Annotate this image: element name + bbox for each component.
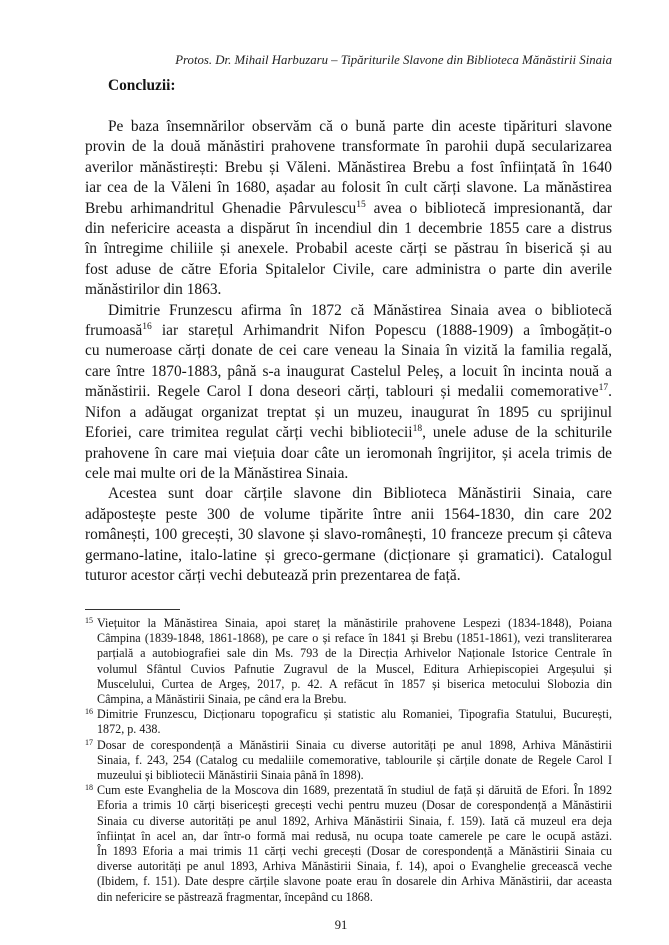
- text-run: care între 1870-1883, până s-a inaugurat Castelul Peleș, a locuit în incinta nouă a: [85, 362, 612, 380]
- text-run: provin de la două mănăstiri prahovene transformate în parohii după secularizarea: [85, 138, 612, 156]
- text-run: din nefericire aceasta a dispărut în incendiul din 1 decembrie 1855 care a distrus: [85, 220, 612, 238]
- footnote-line: Dimitrie Frunzescu, Dicționaru topograficu și statistic alu Romaniei, Tipografia Statului, București,: [97, 707, 612, 722]
- text-run: Nifon a adăugat organizat treptat și un muzeu, inaugurat în 1895 cu sprijinul: [85, 403, 612, 421]
- running-head: Protos. Dr. Mihail Harbuzaru – Tipăriturile Slavone din Biblioteca Mănăstirii Sinaia: [175, 53, 612, 67]
- text-line: [85, 301, 612, 321]
- footnote-number: 17: [85, 737, 93, 747]
- text-line: [85, 444, 612, 464]
- text-run: Eforiei, care trimitea regulat cărți vechi bibliotecii: [85, 424, 413, 442]
- footnote-line: Sinaia cu diverse autorități pe anul 1892, Arhiva Mănăstirii Sinaia, f. 159). Iată că muzeul era deja: [97, 813, 612, 828]
- section-heading: Concluzii:: [108, 77, 176, 94]
- text-line: [85, 117, 612, 137]
- text-run: Brebu arhimandritul Ghenadie Pârvulescu: [85, 199, 357, 217]
- text-run: iar cea de la Văleni în 1680, așadar au folosit în cult cărți slavone. La mănăstirea: [85, 179, 612, 197]
- footnote-line: înființat în acel an, dar într-o formă mai redusă, nu ocupa toate camerele pe care le ocupă astăzi.: [97, 828, 612, 843]
- text-run: fost aduse de către Eforia Spitalelor Civile, care administra o parte din averile: [85, 260, 612, 278]
- text-run: iar starețul Arhimandrit Nifon Popescu (1888-1909) a îmbogățit-o: [151, 322, 612, 340]
- text-line: [85, 158, 612, 178]
- text-run: adăpostește peste 300 de volume tipărite între anii 1564-1830, din care 202: [85, 505, 612, 523]
- text-line: [85, 525, 612, 545]
- footnote-line: muzeului și bibliotecii Mănăstirii Sinaia până în 1898).: [97, 768, 364, 783]
- footnote-line: Dosar de corespondență a Mănăstirii Sinaia cu diverse autorități pe anul 1898, Arhiva Mănăstirii: [97, 737, 612, 752]
- footnote-number: 15: [85, 616, 93, 625]
- text-line: [85, 321, 612, 341]
- text-run: tuturor acestor cărți vechi debutează prin prezentarea de față.: [85, 566, 461, 584]
- text-line: [85, 464, 612, 484]
- footnotes: [85, 616, 612, 905]
- footnote: [85, 738, 612, 784]
- text-line: [85, 546, 612, 566]
- text-run: Dimitrie Frunzescu afirma în 1872 că Mănăstirea Sinaia avea o bibliotecă: [108, 301, 612, 319]
- footnote: [85, 707, 612, 737]
- footnote: [85, 616, 612, 707]
- footnote-separator: [85, 609, 180, 610]
- footnote-line: Câmpina, a Mănăstirii Sinaia, pe când era la Brebu.: [97, 692, 347, 707]
- footnote-line: Sinaia, f. 243, 254 (Catalog cu medaliile comemorative, tablourile și cărțile donate de Regele Carol I: [97, 752, 612, 767]
- text-run: Pe baza însemnărilor observăm că o bună parte din aceste tipărituri slavone: [108, 118, 612, 135]
- footnote-line: diverse autorități pe anul 1893, Arhiva Mănăstirii Sinaia, f. 14), apoi o Evanghelie grecească veche: [97, 859, 612, 874]
- text-run: averilor mănăstirești: Brebu și Văleni. Mănăstirea Brebu a fost înființată în 1640: [85, 158, 612, 176]
- text-run: .: [608, 383, 612, 401]
- footnote: [85, 783, 612, 905]
- text-run: avea o bibliotecă impresionantă, dar: [365, 199, 612, 217]
- footnote-line: Eforia a trimis 10 cărți bisericești grecești vechi pentru muzeu (Dosar de corespondență a Mănăstirii: [97, 798, 612, 813]
- text-line: [85, 362, 612, 382]
- paragraph: [85, 301, 612, 485]
- text-line: [85, 505, 612, 525]
- text-line: [85, 219, 612, 239]
- paragraph: [85, 117, 612, 301]
- text-run: cele mai multe ori de la Mănăstirea Sinaia.: [85, 464, 349, 482]
- text-line: [85, 403, 612, 423]
- text-run: Acestea sunt doar cărțile slavone din Biblioteca Mănăstirii Sinaia, care: [108, 485, 612, 503]
- text-line: [85, 178, 612, 198]
- footnote-ref: 15: [356, 198, 366, 210]
- footnote-line: Cum este Evanghelia de la Moscova din 1689, prezentată în studiul de față și dăruită de Efori. În 1892: [97, 783, 612, 798]
- text-line: [85, 382, 612, 402]
- footnote-line: Câmpina (1839-1848, 1861-1868), pe care o și reface în 1841 și Brebu (1851-1861), vezi transliterarea: [97, 631, 612, 646]
- footnote-line: Muscelului, Curtea de Argeș, 2017, p. 42. A refăcut în 1857 și biserica metocului Slobozia din: [97, 676, 612, 691]
- body-text: [85, 117, 612, 586]
- text-line: [85, 341, 612, 361]
- text-line: [85, 137, 612, 157]
- footnote-line: (Ibidem, f. 151). Date despre cărțile slavone poate erau în dosarele din Arhiva Mănăstirii, dar aceasta: [97, 874, 612, 889]
- text-line: [85, 484, 612, 504]
- footnote-line: din nefericire se păstrează fragmentar, începând cu 1868.: [97, 889, 373, 904]
- page-number: 91: [334, 918, 348, 932]
- footnote-ref: 18: [412, 422, 423, 434]
- footnote-ref: 17: [598, 382, 609, 394]
- footnote-line: parțială a autobiografiei sale din Ms. 793 de la Direcția Arhivelor Naționale Istorice Centrale în: [97, 646, 612, 661]
- text-line: [85, 260, 612, 280]
- text-run: mănăstirii. Regele Carol I dona deseori cărți, tablouri și medalii comemorative: [85, 383, 599, 401]
- text-run: frumoasă: [85, 322, 143, 340]
- text-run: românești, 100 grecești, 30 slavone și slavo-românești, 10 franceze precum și câteva: [85, 526, 612, 544]
- text-run: , unele aduse de la schiturile: [422, 424, 612, 442]
- text-run: cu numeroase cărți donate de cei care veneau la Sinaia în vizită la familia regală,: [85, 342, 612, 360]
- text-run: prahovene în care mai viețuia doar câte un ieromonah îngrijitor, și acela trimis de: [85, 444, 612, 462]
- text-line: [85, 239, 612, 259]
- footnote-line: 1872, p. 438.: [97, 722, 161, 737]
- text-run: germano-latine, italo-latine și greco-germane (dicționare și gramatici). Catalogul: [85, 546, 612, 564]
- text-line: [85, 199, 612, 219]
- text-run: mănăstirilor din 1863.: [85, 281, 222, 299]
- footnote-number: 16: [85, 707, 93, 717]
- footnote-line: volumul Sfântul Cuvios Pafnutie Zugravul de la Muscel, Editura Arhiepiscopiei Argeșului și: [97, 661, 612, 676]
- text-line: [85, 566, 612, 586]
- text-line: [85, 423, 612, 443]
- footnote-ref: 16: [142, 320, 152, 332]
- text-run: în întregime chiliile și anexele. Probabil aceste cărți se păstrau în biserică și au: [85, 240, 612, 258]
- paragraph: [85, 484, 612, 586]
- text-line: [85, 280, 612, 300]
- footnote-number: 18: [85, 783, 93, 793]
- footnote-line: Viețuitor la Mănăstirea Sinaia, apoi stareț la mănăstirile prahovene Lespezi (1834-1848), Poiana: [97, 616, 612, 630]
- footnote-line: În 1893 Eforia a mai trimis 11 cărți vechi grecești (Dosar de corespondență a Mănăstirii Sinaia cu: [97, 844, 612, 859]
